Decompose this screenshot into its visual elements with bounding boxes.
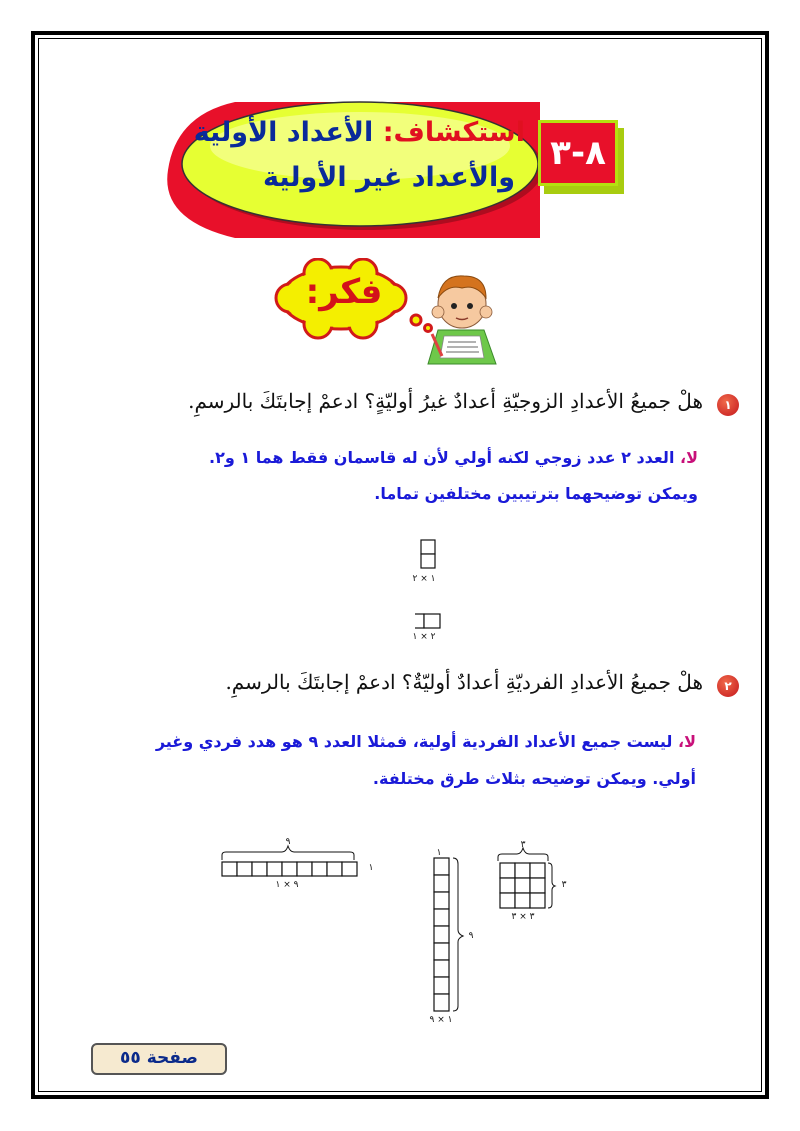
- column-side-label: ٩: [468, 931, 474, 941]
- cell-horizontal-left: [415, 614, 424, 628]
- question-1-number: ١: [717, 394, 739, 416]
- column-caption: ١ × ٩: [429, 1015, 453, 1025]
- square-caption: ٣ × ٣: [511, 912, 535, 922]
- figure-square-3x3: [490, 845, 560, 920]
- square-top-label: ٣: [520, 840, 526, 850]
- answer-1-line-1: لا، العدد ٢ عدد زوجي لكنه أولي لأن له قاسمان فقط هما ١ و٢.: [209, 448, 698, 467]
- page-number: صفحة ٥٥: [91, 1043, 227, 1075]
- figure-q1-caption-2: ٢ × ١: [412, 632, 436, 642]
- question-2-text: هلْ جميعُ الأعدادِ الفرديّةِ أعدادٌ أوليّةٌ؟ ادعمْ إجابتَكَ بالرسمِ.: [225, 670, 703, 694]
- column-top-label: ١: [436, 848, 442, 858]
- figure-q1-caption-1: ١ × ٢: [412, 574, 436, 584]
- answer-1-line-2: ويمكن توضيحهما بترتيبين مختلفين تماما.: [374, 484, 698, 503]
- cell-vertical-top: [421, 540, 435, 554]
- row-side-label: ١: [368, 863, 374, 873]
- cell-horizontal-right: [424, 614, 440, 628]
- question-2-number: ٢: [717, 675, 739, 697]
- row-top-label: ٩: [285, 837, 291, 847]
- question-1-text: هلْ جميعُ الأعدادِ الزوجيّةِ أعدادٌ غيرُ أوليّةٍ؟ ادعمْ إجابتَكَ بالرسمِ.: [188, 389, 703, 413]
- title-line-1: استكشاف: الأعداد الأولية: [193, 117, 525, 148]
- cell-vertical-bottom: [421, 554, 435, 568]
- think-label: فكر:: [305, 272, 383, 312]
- square-side-label: ٣: [561, 880, 567, 890]
- answer-2-line-1: لا، ليست جميع الأعداد الفردية أولية، فمثلا العدد ٩ هو هدد فردي وغير: [155, 732, 696, 751]
- title-line-2: والأعداد غير الأولية: [262, 162, 515, 193]
- answer-2-line-2: أولي. ويمكن توضيحه بثلاث طرق مختلفة.: [372, 769, 696, 788]
- row-caption: ٩ × ١: [275, 880, 299, 890]
- lesson-number-badge: ٨-٣: [538, 120, 618, 186]
